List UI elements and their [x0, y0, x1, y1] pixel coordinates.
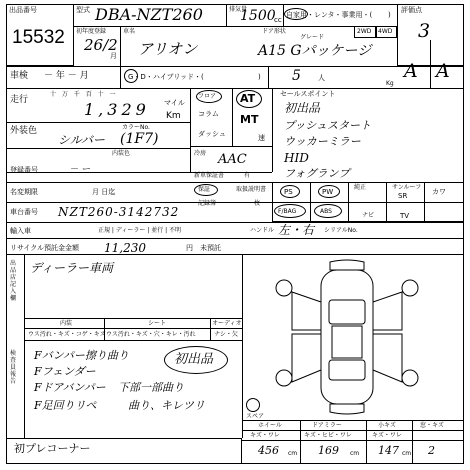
measure-3-unit: cm: [402, 450, 412, 457]
dealer-note: ディーラー車両: [30, 261, 114, 275]
column-label: コラム: [198, 110, 219, 118]
mileage-digits-header: 十 万 千 百 十 一: [50, 91, 118, 98]
cond-value-seat: ウス汚れ・キズ・穴・キレ・汚れ: [106, 331, 196, 338]
fuel-options: G・D・ハイブリッド・(: [128, 73, 204, 81]
handle-label: ハンドル: [250, 227, 275, 234]
car-body-outline: [321, 270, 373, 404]
ac-value: AAC: [218, 152, 247, 167]
remark-2: Fフェンダー: [34, 365, 96, 378]
shaken-label: 車検: [10, 71, 29, 81]
reg-no-value: － ー: [70, 165, 91, 175]
measure-2: 169: [318, 444, 339, 457]
record-count: 枚: [254, 200, 261, 207]
displacement-value: 1500: [240, 8, 276, 24]
pw-circle: [318, 185, 340, 198]
ps-circle: [280, 185, 300, 198]
car-windshield: [329, 300, 365, 324]
car-wheel-rr: [402, 370, 418, 386]
sales-line-4: HID: [284, 151, 309, 165]
scratch-value: キズ・ワレ: [372, 432, 402, 439]
interior-color-label: 内装色: [112, 150, 131, 157]
remark-6: 曲り、キレツリ: [128, 399, 205, 412]
sales-line-2: プッシュスタート: [284, 119, 372, 132]
recycle-value: 11,230: [104, 241, 146, 255]
color-no-value: (1F7): [120, 131, 159, 147]
cond-header-audio: オーディオ: [212, 320, 242, 327]
abs-label: ABS: [320, 208, 332, 215]
recycle-unit: 円: [186, 244, 193, 252]
car-roof: [332, 326, 362, 358]
recycle-status: 未預託: [200, 244, 221, 252]
abs-circle: [314, 204, 342, 218]
wheel-value: キズ・ワレ: [250, 432, 280, 439]
mileage-value: 1,329: [84, 100, 150, 119]
serial-label: シリアルNo.: [324, 227, 358, 234]
tv-label: TV: [400, 212, 410, 220]
car-left-rear-side: [292, 334, 321, 382]
fbag-circle: [274, 204, 306, 218]
remark-3: Fドアバンパー: [34, 381, 106, 394]
mileage-unit: Km: [166, 111, 181, 121]
spare-tire-circle: [246, 398, 260, 412]
grade-value: A15 Gパッケージ: [258, 43, 372, 59]
import-label: 輸入車: [10, 227, 31, 235]
drive-4wd: 4WD: [378, 28, 393, 35]
measure-2-unit: cm: [350, 450, 360, 457]
remark-5: F足回りリペ: [34, 399, 97, 412]
displacement-unit: cc: [274, 16, 282, 24]
car-wheel-lf: [276, 280, 292, 296]
sales-line-3: ウッカーミラー: [284, 135, 361, 148]
import-options: 正規 | ディーラー | 並行 | 不明: [98, 227, 182, 234]
manual-label: 取扱説明書: [236, 186, 267, 193]
genuine-label: 純正: [354, 184, 367, 191]
measure-1: 456: [258, 444, 279, 457]
capacity-value: 5: [292, 68, 301, 84]
speed-label: 速: [258, 134, 265, 142]
shaken-value: － 年 － 月: [44, 71, 89, 81]
cond-value-audio: ナシ・欠: [214, 331, 238, 338]
dealer-notes-label: 出品店記入欄: [10, 260, 17, 302]
usage-close: ): [388, 11, 391, 19]
remark-1: Fバンパー擦り曲り: [34, 349, 129, 362]
car-right-front-side: [373, 292, 402, 330]
mile-label: マイル: [164, 99, 185, 107]
cooler-label: 冷房: [194, 150, 207, 157]
key-label: カワ: [432, 188, 446, 196]
first-reg-value: 26/2: [84, 36, 118, 54]
measure-1-unit: cm: [288, 450, 298, 457]
measure-4: 2: [428, 444, 435, 457]
first-reg-unit: 月: [110, 52, 117, 60]
car-wheel-lr: [276, 370, 292, 386]
sales-line-1: 初出品: [284, 101, 321, 115]
usage-circle: [284, 8, 308, 20]
exterior-color-label: 外装色: [10, 126, 38, 136]
inspector-label: 検査員報告: [10, 350, 17, 385]
measure-3: 147: [378, 444, 399, 457]
usage-options: 自家用・レンタ・事業用・(: [286, 11, 373, 19]
model-label: 型式: [76, 6, 90, 14]
car-right-rear-side: [373, 334, 402, 382]
small-scratch-label: 小キズ: [378, 422, 396, 429]
owner-label: 名変期限: [10, 188, 38, 196]
door-mirror-label: ドアミラー: [312, 422, 342, 429]
at-label: AT: [240, 92, 256, 105]
score-label: 評価点: [401, 6, 422, 14]
chassis-label: 車台番号: [10, 208, 38, 216]
lot-label: 出品番号: [9, 6, 37, 14]
cond-header-interior: 内装: [60, 320, 73, 327]
interior-score: A: [404, 60, 418, 82]
grade-label: グレード: [300, 34, 325, 41]
model-code: DBA-NZT260: [95, 5, 203, 24]
recycle-label: リサイクル預託金金額: [10, 244, 80, 252]
sunroof-label: サンルーフ: [392, 184, 422, 191]
car-damage-diagram: [272, 258, 422, 416]
sr-label: SR: [398, 192, 408, 200]
cond-value-interior: ウス汚れ・キズ・コゲ・キズ: [28, 331, 106, 338]
mt-label: MT: [240, 113, 259, 126]
car-name: アリオン: [138, 40, 198, 58]
warranty-label: 保証: [198, 186, 211, 193]
floor-label: フロア: [198, 93, 217, 100]
displacement-label: 排気量: [229, 6, 248, 13]
door-shape-label: ドア形状: [262, 28, 286, 35]
exterior-color-value: シルバー: [58, 133, 105, 147]
color-no-label: カラーNo.: [122, 124, 150, 131]
fuel-close: ): [258, 73, 261, 81]
dash-label: ダッシュ: [198, 130, 226, 138]
sales-line-5: フォグランプ: [284, 167, 350, 180]
reg-no-label: 登録番号: [10, 166, 38, 174]
owner-value: 月 日迄: [92, 188, 116, 196]
mileage-label: 走行: [10, 95, 29, 105]
fuel-ok-label: 新車保証書: [194, 172, 225, 179]
first-listing-stamp-text: 初出品: [174, 352, 214, 367]
spare-label: スペア: [246, 413, 265, 420]
handle-value: 左・右: [278, 223, 315, 237]
exterior-score: A: [436, 60, 450, 82]
window-label: 窓・キズ: [420, 422, 444, 429]
car-name-label: 車名: [123, 28, 136, 35]
lot-number: 15532: [12, 27, 65, 48]
chassis-value: NZT260-3142732: [58, 205, 180, 219]
car-front-bumper: [330, 260, 364, 270]
car-left-front-side: [292, 292, 321, 330]
car-rear-window: [329, 360, 365, 380]
score-value: 3: [418, 20, 431, 42]
record-label: 記録簿: [198, 200, 217, 207]
remark-4: 下部一部曲り: [118, 381, 184, 394]
capacity-unit: 人: [318, 74, 325, 82]
wheel-label: ホイール: [258, 422, 282, 429]
load-unit: Kg: [386, 80, 394, 87]
car-wheel-rf: [402, 280, 418, 296]
pw-label: PW: [322, 188, 334, 196]
ps-label: PS: [284, 188, 293, 196]
footer-label: 初プレコーナー: [14, 442, 91, 455]
first-reg-label: 初年度登録: [76, 28, 107, 35]
yes-no: 有: [244, 172, 251, 179]
fbag-label: F/BAG: [278, 208, 297, 215]
fuel-circle: [124, 69, 138, 83]
sales-point-label: セールスポイント: [280, 90, 336, 98]
cond-header-seat: シート: [148, 320, 167, 327]
nav-label: ナビ: [362, 212, 375, 219]
at-circle: [236, 90, 262, 108]
car-rear-bumper: [330, 404, 364, 414]
mirror-value: キズ・ヒビ・ワレ: [304, 432, 352, 439]
drive-2wd: 2WD: [357, 28, 372, 35]
